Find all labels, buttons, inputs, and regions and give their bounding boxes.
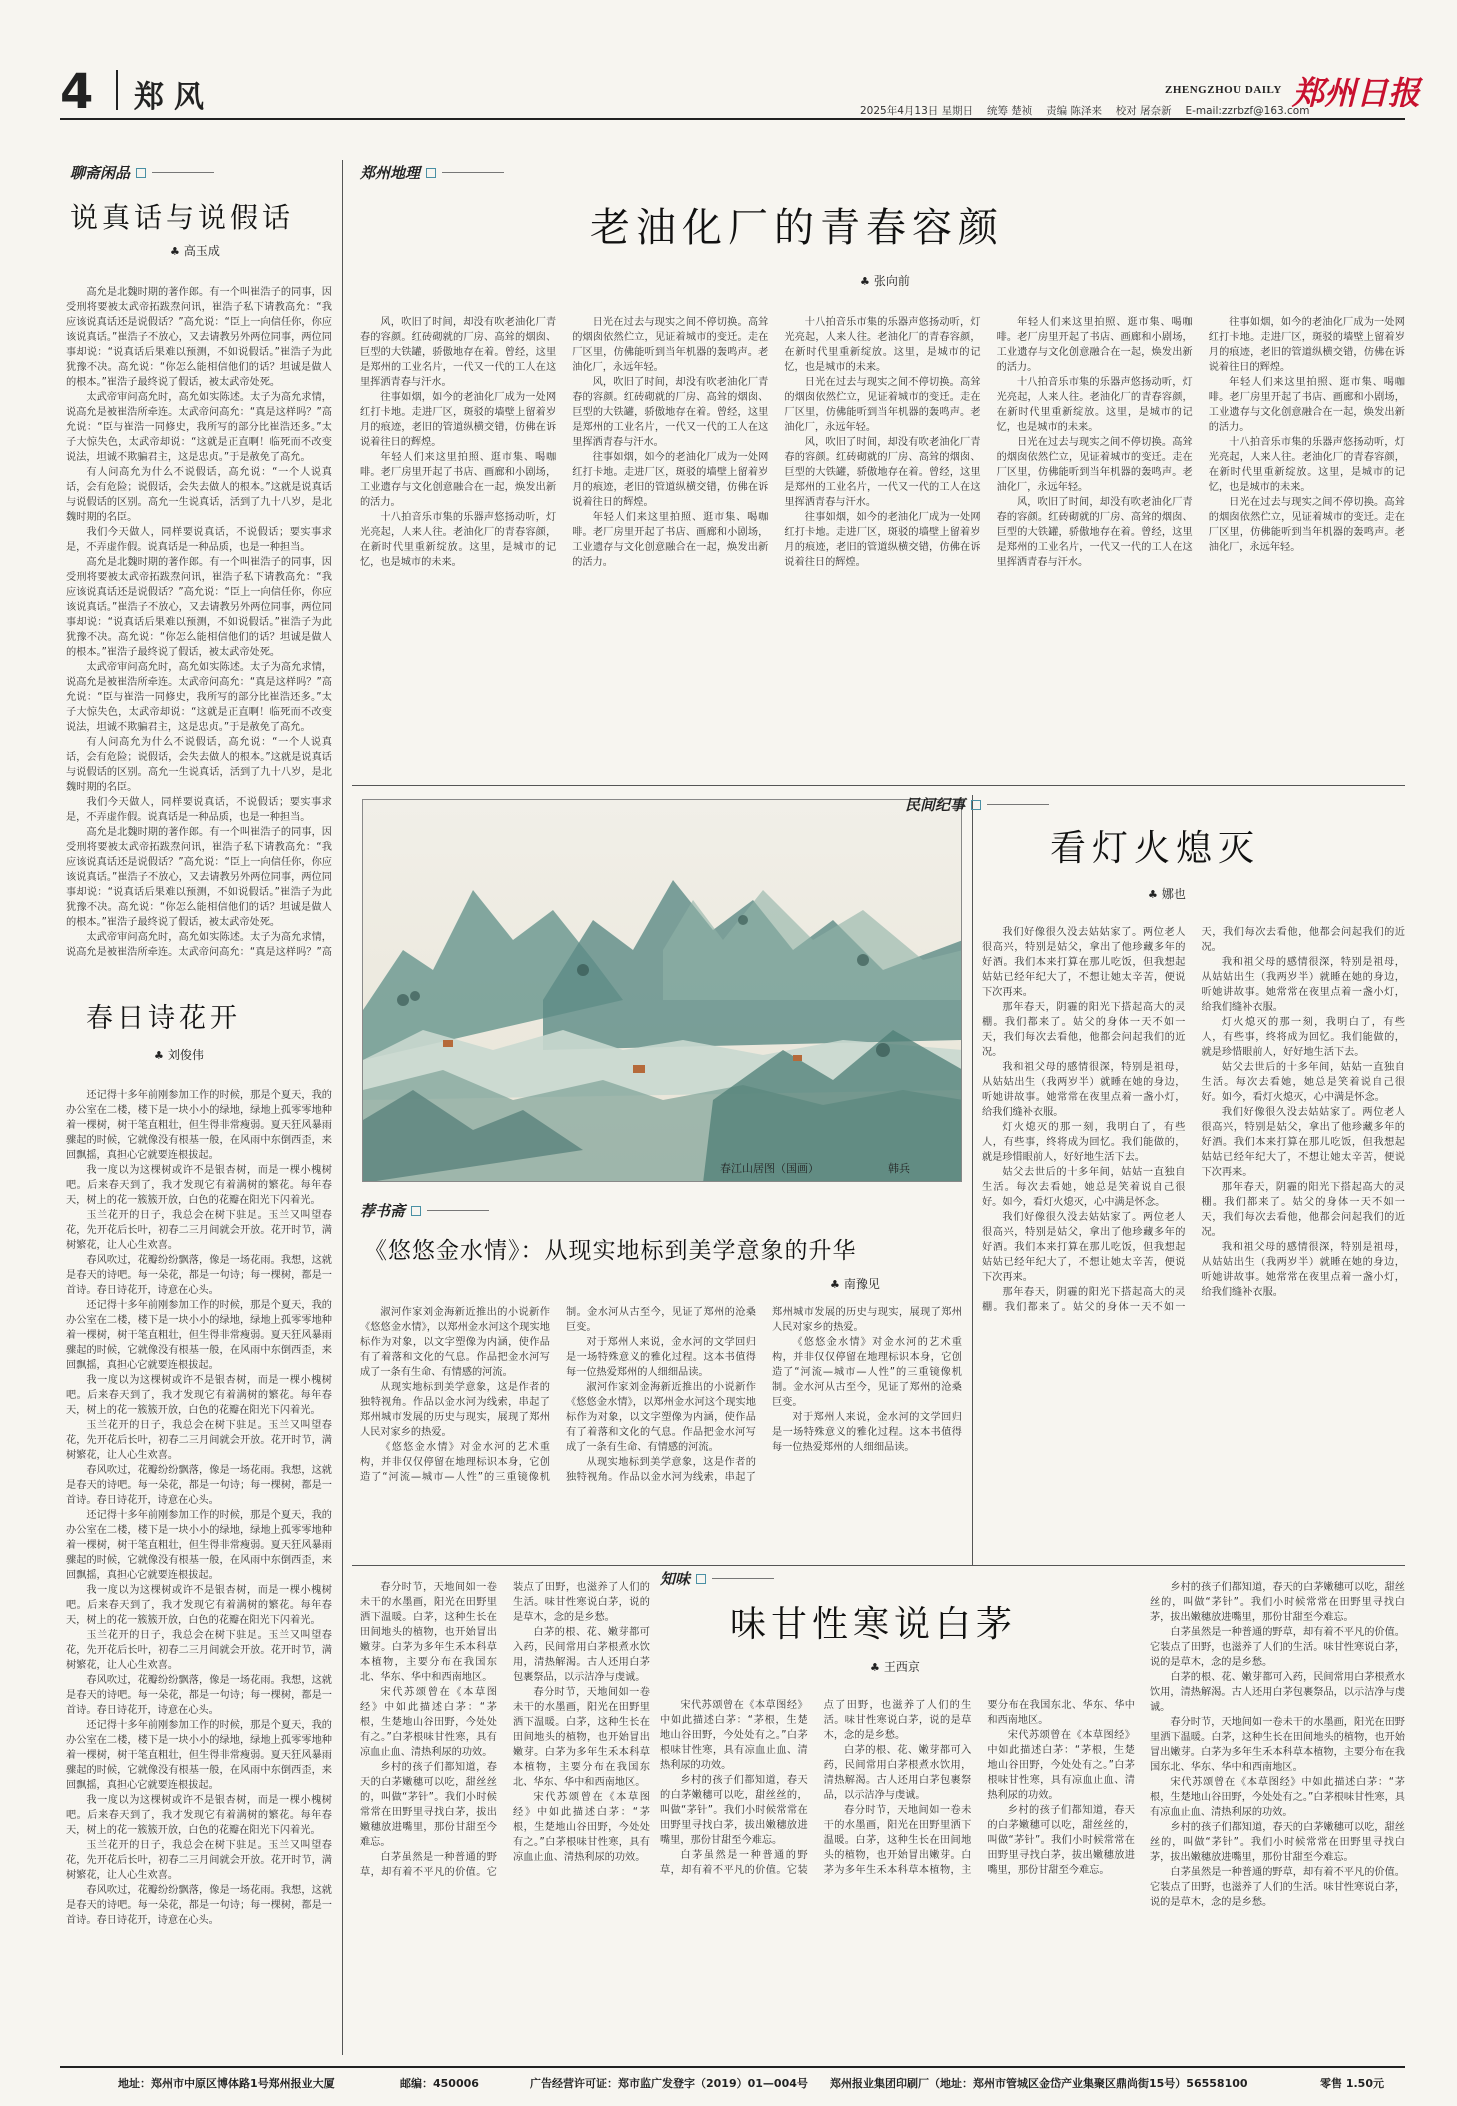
article-title-weigan: 味甘性寒说白茅 <box>730 1604 1018 1645</box>
painting-image <box>362 799 962 1182</box>
article-body-weigan-right: 乡村的孩子们都知道，春天的白茅嫩穗可以吃，甜丝丝的，叫做“茅针”。我们小时候常常在田野里寻找白茅，拔出嫩穗放进嘴里，那份甘甜至今难忘。 白茅虽然是一种普通的野草，却有着不平凡的价值。它装点了田野，也滋养了人们的生活。味甘性寒说白茅，说的是草木，念的是乡愁。 白茅的根、花、嫩芽都可入药，民间常用白茅根煮水饮用，清热解渴。古人还用白茅包裹祭品，以示洁净与虔诚。 春分时节，天地间如一卷未干的水墨画，阳光在田野里洒下温暖。白茅，这种生长在田间地头的植物，也开始冒出嫩芽。白茅为多年生禾本科草本植物，主要分布在我国东北、华东、华中和西南地区。 宋代苏颂曾在《本草图经》中如此描述白茅：“茅根，生楚地山谷田野，今处处有之。”白茅根味甘性寒，具有凉血止血、清热利尿的功效。 乡村的孩子们都知道，春天的白茅嫩穗可以吃，甜丝丝的，叫做“茅针”。我们小时候常常在田野里寻找白茅，拔出嫩穗放进嘴里，那份甘甜至今难忘。 白茅虽然是一种普通的野草，却有着不平凡的价值。它装点了田野，也滋养了人们的生活。味甘性寒说白茅，说的是草木，念的是乡愁。 <box>1150 1582 1405 1908</box>
paper-name-en: ZHENGZHOU DAILY <box>1165 84 1282 96</box>
painting-artist: 韩兵 <box>888 1162 910 1175</box>
article-body-shuozhen: 高允是北魏时期的著作郎。有一个叫崔浩子的同事，因受刑将要被太武帝拓跋焘问讯，崔浩子私下请教高允：“我应该说真话还是说假话？”高允说：“臣上一向信任你，你应该说真话。”崔浩子不放心，又去请教另外两位同事，两位同事却说：“说真话后果难以预测，不如说假话。”崔浩子为此犹豫不决。高允说：“你怎么能相信他们的话？坦诚是做人的根本。”崔浩子最终说了假话，被太武帝处死。 太武帝审问高允时，高允如实陈述。太子为高允求情，说高允是被崔浩所牵连。太武帝问高允：“真是这样吗？”高允说：“臣与崔浩一同修史，我所写的部分比崔浩还多。”太子大惊失色，太武帝却说：“这就是正直啊！临死而不改变说法，坦诚不欺骗君主，这是忠贞。”于是赦免了高允。 有人问高允为什么不说假话，高允说：“一个人说真话，会有危险；说假话，会失去做人的根本。”这就是说真话与说假话的区别。高允一生说真话，活到了九十八岁，是北魏时期的名臣。 我们今天做人，同样要说真话，不说假话；要实事求是，不弄虚作假。说真话是一种品质，也是一种担当。 高允是北魏时期的著作郎。有一个叫崔浩子的同事，因受刑将要被太武帝拓跋焘问讯，崔浩子私下请教高允：“我应该说真话还是说假话？”高允说：“臣上一向信任你，你应该说真话。”崔浩子不放心，又去请教另外两位同事，两位同事却说：“说真话后果难以预测，不如说假话。”崔浩子为此犹豫不决。高允说：“你怎么能相信他们的话？坦诚是做人的根本。”崔浩子最终说了假话，被太武帝处死。 太武帝审问高允时，高允如实陈述。太子为高允求情，说高允是被崔浩所牵连。太武帝问高允：“真是这样吗？”高允说：“臣与崔浩一同修史，我所写的部分比崔浩还多。”太子大惊失色，太武帝却说：“这就是正直啊！临死而不改变说法，坦诚不欺骗君主，这是忠贞。”于是赦免了高允。 有人问高允为什么不说假话，高允说：“一个人说真话，会有危险；说假话，会失去做人的根本。”这就是说真话与说假话的区别。高允一生说真话，活到了九十八岁，是北魏时期的名臣。 我们今天做人，同样要说真话，不说假话；要实事求是，不弄虚作假。说真话是一种品质，也是一种担当。 高允是北魏时期的著作郎。有一个叫崔浩子的同事，因受刑将要被太武帝拓跋焘问讯，崔浩子私下请教高允：“我应该说真话还是说假话？”高允说：“臣上一向信任你，你应该说真话。”崔浩子不放心，又去请教另外两位同事，两位同事却说：“说真话后果难以预测，不如说假话。”崔浩子为此犹豫不决。高允说：“你怎么能相信他们的话？坦诚是做人的根本。”崔浩子最终说了假话，被太武帝处死。 太武帝审问高允时，高允如实陈述。太子为高允求情，说高允是被崔浩所牵连。太武帝问高允：“真是这样吗？”高 <box>66 287 332 958</box>
byline-chunri: ♣ 刘俊伟 <box>154 1046 204 1063</box>
byline-youyou: ♣ 南豫见 <box>830 1275 880 1292</box>
column-tag-zhiwei: 知味 <box>660 1568 774 1589</box>
header-divider <box>116 70 118 110</box>
article-title-laoyou: 老油化厂的青春容颜 <box>590 205 1004 251</box>
article-body-chunri: 还记得十多年前刚参加工作的时候，那是个夏天，我的办公室在二楼，楼下是一块小小的绿地，绿地上孤零零地种着一棵树，树干笔直粗壮，但生得非常瘦弱。夏天狂风暴雨骤起的时候，它就像没有根基一般，在风雨中东倒西歪，来回飘摇，真担心它就要连根拔起。 我一度以为这棵树或许不是银杏树，而是一棵小槐树吧。后来春天到了，我才发现它有着满树的繁花。每年春天，树上的花一簇簇开放，白色的花瓣在阳光下闪着光。 玉兰花开的日子，我总会在树下驻足。玉兰又叫望春花，先开花后长叶，初春二三月间就会开放。花开时节，满树繁花，让人心生欢喜。 春风吹过，花瓣纷纷飘落，像是一场花雨。我想，这就是春天的诗吧。每一朵花，都是一句诗；每一棵树，都是一首诗。春日诗花开，诗意在心头。 还记得十多年前刚参加工作的时候，那是个夏天，我的办公室在二楼，楼下是一块小小的绿地，绿地上孤零零地种着一棵树，树干笔直粗壮，但生得非常瘦弱。夏天狂风暴雨骤起的时候，它就像没有根基一般，在风雨中东倒西歪，来回飘摇，真担心它就要连根拔起。 我一度以为这棵树或许不是银杏树，而是一棵小槐树吧。后来春天到了，我才发现它有着满树的繁花。每年春天，树上的花一簇簇开放，白色的花瓣在阳光下闪着光。 玉兰花开的日子，我总会在树下驻足。玉兰又叫望春花，先开花后长叶，初春二三月间就会开放。花开时节，满树繁花，让人心生欢喜。 春风吹过，花瓣纷纷飘落，像是一场花雨。我想，这就是春天的诗吧。每一朵花，都是一句诗；每一棵树，都是一首诗。春日诗花开，诗意在心头。 还记得十多年前刚参加工作的时候，那是个夏天，我的办公室在二楼，楼下是一块小小的绿地，绿地上孤零零地种着一棵树，树干笔直粗壮，但生得非常瘦弱。夏天狂风暴雨骤起的时候，它就像没有根基一般，在风雨中东倒西歪，来回飘摇，真担心它就要连根拔起。 我一度以为这棵树或许不是银杏树，而是一棵小槐树吧。后来春天到了，我才发现它有着满树的繁花。每年春天，树上的花一簇簇开放，白色的花瓣在阳光下闪着光。 玉兰花开的日子，我总会在树下驻足。玉兰又叫望春花，先开花后长叶，初春二三月间就会开放。花开时节，满树繁花，让人心生欢喜。 春风吹过，花瓣纷纷飘落，像是一场花雨。我想，这就是春天的诗吧。每一朵花，都是一句诗；每一棵树，都是一首诗。春日诗花开，诗意在心头。 还记得十多年前刚参加工作的时候，那是个夏天，我的办公室在二楼，楼下是一块小小的绿地，绿地上孤零零地种着一棵树，树干笔直粗壮，但生得非常瘦弱。夏天狂风暴雨骤起的时候，它就像没有根基一般，在风雨中东倒西歪，来回飘摇，真担心它就要连根拔起。 我一度以为这棵树或许不是银杏树，而是一棵小槐树吧。后来春天到了，我才发现它有着满树的繁花。每年春天，树上的花一簇簇开放，白色的花瓣在阳光下闪着光。 玉兰花开的日子，我总会在树下驻足。玉兰又叫望春花，先开花后长叶，初春二三月间就会开放。花开时节，满树繁花，让人心生欢喜。 春风吹过，花瓣纷纷飘落，像是一场花雨。我想，这就是春天的诗吧。每一朵花，都是一句诗；每一棵树，都是一首诗。春日诗花开，诗意在心头。 <box>66 1090 332 1926</box>
middle-right-divider <box>972 795 973 1565</box>
section-divider-2 <box>352 1565 1405 1566</box>
footer-price: 零售 1.50元 <box>1320 2077 1384 2090</box>
article-body-youyou: 淑河作家刘金海新近推出的小说新作《悠悠金水情》，以郑州金水河这个现实地标作为对象，以文字塑像为内涵，使作品有了着落和文化的气息。作品把金水河写成了一条有生命、有情感的河流。 从现实地标到美学意象，这是作者的独特视角。作品以金水河为线索，串起了郑州城市发展的历史与现实，展现了郑州人民对家乡的热爱。 《悠悠金水情》对金水河的艺术重构，并非仅仅停留在地理标识本身，它创造了“河流—城市—人性”的三重镜像机制。金水河从古至今，见证了郑州的沧桑巨变。 对于郑州人来说，金水河的文学回归是一场特殊意义的雅化过程。这本书值得每一位热爱郑州的人细细品读。 淑河作家刘金海新近推出的小说新作《悠悠金水情》，以郑州金水河这个现实地标作为对象，以文字塑像为内涵，使作品有了着落和文化的气息。作品把金水河写成了一条有生命、有情感的河流。 从现实地标到美学意象，这是作者的独特视角。作品以金水河为线索，串起了郑州城市发展的历史与现实，展现了郑州人民对家乡的热爱。 《悠悠金水情》对金水河的艺术重构，并非仅仅停留在地理标识本身，它创造了“河流—城市—人性”的三重镜像机制。金水河从古至今，见证了郑州的沧桑巨变。 对于郑州人来说，金水河的文学回归是一场特殊意义的雅化过程。这本书值得每一位热爱郑州的人细细品读。 <box>360 1307 962 1483</box>
issue-meta: 2025年4月13日 星期日 统筹 楚祯 责编 陈泽来 校对 屠奈新 E-mail:zzrbzf@163.com <box>860 105 1310 117</box>
footer-printer: 郑州报业集团印刷厂（地址：郑州市管城区金岱产业集聚区鼎尚街15号）56558100 <box>830 2077 1248 2090</box>
column-tag-jianshuzhai: 荐书斋 <box>360 1200 489 1221</box>
paper-logo: 郑州日报 <box>1292 74 1421 112</box>
article-title-youyou: 《悠悠金水情》：从现实地标到美学意象的升华 <box>364 1238 857 1264</box>
byline-shuozhen: ♣ 高玉成 <box>170 242 220 259</box>
byline-laoyou: ♣ 张向前 <box>860 272 910 289</box>
page-number: 4 <box>60 64 94 120</box>
article-title-chunri: 春日诗花开 <box>86 1003 241 1034</box>
footer-postcode: 邮编：450006 <box>400 2077 479 2090</box>
column-tag-liaozhai: 聊斋闲品 <box>70 162 214 183</box>
article-body-weigan-left: 春分时节，天地间如一卷未干的水墨画，阳光在田野里洒下温暖。白茅，这种生长在田间地头的植物，也开始冒出嫩芽。白茅为多年生禾本科草本植物，主要分布在我国东北、华东、华中和西南地区。 宋代苏颂曾在《本草图经》中如此描述白茅：“茅根，生楚地山谷田野，今处处有之。”白茅根味甘性寒，具有凉血止血、清热利尿的功效。 乡村的孩子们都知道，春天的白茅嫩穗可以吃，甜丝丝的，叫做“茅针”。我们小时候常常在田野里寻找白茅，拔出嫩穗放进嘴里，那份甘甜至今难忘。 白茅虽然是一种普通的野草，却有着不平凡的价值。它装点了田野，也滋养了人们的生活。味甘性寒说白茅，说的是草木，念的是乡愁。 白茅的根、花、嫩芽都可入药，民间常用白茅根煮水饮用，清热解渴。古人还用白茅包裹祭品，以示洁净与虔诚。 春分时节，天地间如一卷未干的水墨画，阳光在田野里洒下温暖。白茅，这种生长在田间地头的植物，也开始冒出嫩芽。白茅为多年生禾本科草本植物，主要分布在我国东北、华东、华中和西南地区。 宋代苏颂曾在《本草图经》中如此描述白茅：“茅根，生楚地山谷田野，今处处有之。”白茅根味甘性寒，具有凉血止血、清热利尿的功效。 <box>360 1582 650 1878</box>
left-column-divider <box>342 160 343 2055</box>
article-body-kandeng: 我们好像很久没去姑姑家了。两位老人很高兴，特别是姑父，拿出了他珍藏多年的好酒。我们本来打算在那儿吃饭，但我想起姑姑已经年纪大了，不想让她太辛苦，便说下次再来。 那年春天，阴霾的阳光下搭起高大的灵棚。我们都来了。姑父的身体一天不如一天，我们每次去看他，他都会问起我们的近况。 我和祖父母的感情很深，特别是祖母，从姑姑出生（我两岁半）就睡在她的身边，听她讲故事。她常常在夜里点着一盏小灯，给我们缝补衣服。 灯火熄灭的那一刻，我明白了，有些人，有些事，终将成为回忆。我们能做的，就是珍惜眼前人，好好地生活下去。 姑父去世后的十多年间，姑姑一直独自生活。每次去看她，她总是笑着说自己很好。如今，看灯火熄灭，心中满是怀念。 我们好像很久没去姑姑家了。两位老人很高兴，特别是姑父，拿出了他珍藏多年的好酒。我们本来打算在那儿吃饭，但我想起姑姑已经年纪大了，不想让她太辛苦，便说下次再来。 那年春天，阴霾的阳光下搭起高大的灵棚。我们都来了。姑父的身体一天不如一天，我们每次去看他，他都会问起我们的近况。 我和祖父母的感情很深，特别是祖母，从姑姑出生（我两岁半）就睡在她的身边，听她讲故事。她常常在夜里点着一盏小灯，给我们缝补衣服。 灯火熄灭的那一刻，我明白了，有些人，有些事，终将成为回忆。我们能做的，就是珍惜眼前人，好好地生活下去。 姑父去世后的十多年间，姑姑一直独自生活。每次去看她，她总是笑着说自己很好。如今，看灯火熄灭，心中满是怀念。 我们好像很久没去姑姑家了。两位老人很高兴，特别是姑父，拿出了他珍藏多年的好酒。我们本来打算在那儿吃饭，但我想起姑姑已经年纪大了，不想让她太辛苦，便说下次再来。 那年春天，阴霾的阳光下搭起高大的灵棚。我们都来了。姑父的身体一天不如一天，我们每次去看他，他都会问起我们的近况。 我和祖父母的感情很深，特别是祖母，从姑姑出生（我两岁半）就睡在她的身边，听她讲故事。她常常在夜里点着一盏小灯，给我们缝补衣服。 <box>982 927 1405 1313</box>
footer-address: 地址：郑州市中原区博体路1号郑州报业大厦 <box>118 2077 335 2090</box>
byline-kandeng: ♣ 娜也 <box>1148 885 1186 902</box>
article-body-weigan-mid: 宋代苏颂曾在《本草图经》中如此描述白茅：“茅根，生楚地山谷田野，今处处有之。”白茅根味甘性寒，具有凉血止血、清热利尿的功效。 乡村的孩子们都知道，春天的白茅嫩穗可以吃，甜丝丝的，叫做“茅针”。我们小时候常常在田野里寻找白茅，拔出嫩穗放进嘴里，那份甘甜至今难忘。 白茅虽然是一种普通的野草，却有着不平凡的价值。它装点了田野，也滋养了人们的生活。味甘性寒说白茅，说的是草木，念的是乡愁。 白茅的根、花、嫩芽都可入药，民间常用白茅根煮水饮用，清热解渴。古人还用白茅包裹祭品，以示洁净与虔诚。 春分时节，天地间如一卷未干的水墨画，阳光在田野里洒下温暖。白茅，这种生长在田间地头的植物，也开始冒出嫩芽。白茅为多年生禾本科草本植物，主要分布在我国东北、华东、华中和西南地区。 宋代苏颂曾在《本草图经》中如此描述白茅：“茅根，生楚地山谷田野，今处处有之。”白茅根味甘性寒，具有凉血止血、清热利尿的功效。 乡村的孩子们都知道，春天的白茅嫩穗可以吃，甜丝丝的，叫做“茅针”。我们小时候常常在田野里寻找白茅，拔出嫩穗放进嘴里，那份甘甜至今难忘。 <box>660 1700 1135 1876</box>
footer-license: 广告经营许可证：郑市监广发登字（2019）01—004号 <box>530 2077 808 2090</box>
section-divider-1 <box>352 785 1405 786</box>
column-tag-zhengzhou-dili: 郑州地理 <box>360 162 504 183</box>
article-title-shuozhen: 说真话与说假话 <box>70 201 295 234</box>
landscape-painting <box>363 800 962 1182</box>
byline-weigan: ♣ 王西京 <box>870 1658 920 1675</box>
painting-caption: 春江山居图（国画） <box>720 1162 819 1175</box>
column-tag-minjian-jishi: 民间纪事 <box>905 794 1049 815</box>
article-title-kandeng: 看灯火熄灭 <box>1050 828 1261 869</box>
section-name: 郑风 <box>134 80 214 115</box>
page-footer <box>60 2066 1405 2096</box>
article-body-laoyou: 风，吹旧了时间，却没有吹老油化厂青春的容颜。红砖砌就的厂房、高耸的烟囱、巨型的大铁罐，骄傲地存在着。曾经，这里是郑州的工业名片，一代又一代的工人在这里挥洒青春与汗水。 往事如烟，如今的老油化厂成为一处网红打卡地。走进厂区，斑驳的墙壁上留着岁月的痕迹，老旧的管道纵横交错，仿佛在诉说着往日的辉煌。 年轻人们来这里拍照、逛市集、喝咖啡。老厂房里开起了书店、画廊和小剧场，工业遗存与文化创意融合在一起，焕发出新的活力。 十八拍音乐市集的乐器声悠扬动听，灯光亮起，人来人往。老油化厂的青春容颜，在新时代里重新绽放。这里，是城市的记忆，也是城市的未来。 日光在过去与现实之间不停切换。高耸的烟囱依然伫立，见证着城市的变迁。走在厂区里，仿佛能听到当年机器的轰鸣声。老油化厂，永远年轻。 风，吹旧了时间，却没有吹老油化厂青春的容颜。红砖砌就的厂房、高耸的烟囱、巨型的大铁罐，骄傲地存在着。曾经，这里是郑州的工业名片，一代又一代的工人在这里挥洒青春与汗水。 往事如烟，如今的老油化厂成为一处网红打卡地。走进厂区，斑驳的墙壁上留着岁月的痕迹，老旧的管道纵横交错，仿佛在诉说着往日的辉煌。 年轻人们来这里拍照、逛市集、喝咖啡。老厂房里开起了书店、画廊和小剧场，工业遗存与文化创意融合在一起，焕发出新的活力。 十八拍音乐市集的乐器声悠扬动听，灯光亮起，人来人往。老油化厂的青春容颜，在新时代里重新绽放。这里，是城市的记忆，也是城市的未来。 日光在过去与现实之间不停切换。高耸的烟囱依然伫立，见证着城市的变迁。走在厂区里，仿佛能听到当年机器的轰鸣声。老油化厂，永远年轻。 风，吹旧了时间，却没有吹老油化厂青春的容颜。红砖砌就的厂房、高耸的烟囱、巨型的大铁罐，骄傲地存在着。曾经，这里是郑州的工业名片，一代又一代的工人在这里挥洒青春与汗水。 往事如烟，如今的老油化厂成为一处网红打卡地。走进厂区，斑驳的墙壁上留着岁月的痕迹，老旧的管道纵横交错，仿佛在诉说着往日的辉煌。 年轻人们来这里拍照、逛市集、喝咖啡。老厂房里开起了书店、画廊和小剧场，工业遗存与文化创意融合在一起，焕发出新的活力。 十八拍音乐市集的乐器声悠扬动听，灯光亮起，人来人往。老油化厂的青春容颜，在新时代里重新绽放。这里，是城市的记忆，也是城市的未来。 日光在过去与现实之间不停切换。高耸的烟囱依然伫立，见证着城市的变迁。走在厂区里，仿佛能听到当年机器的轰鸣声。老油化厂，永远年轻。 风，吹旧了时间，却没有吹老油化厂青春的容颜。红砖砌就的厂房、高耸的烟囱、巨型的大铁罐，骄傲地存在着。曾经，这里是郑州的工业名片，一代又一代的工人在这里挥洒青春与汗水。 往事如烟，如今的老油化厂成为一处网红打卡地。走进厂区，斑驳的墙壁上留着岁月的痕迹，老旧的管道纵横交错，仿佛在诉说着往日的辉煌。 年轻人们来这里拍照、逛市集、喝咖啡。老厂房里开起了书店、画廊和小剧场，工业遗存与文化创意融合在一起，焕发出新的活力。 十八拍音乐市集的乐器声悠扬动听，灯光亮起，人来人往。老油化厂的青春容颜，在新时代里重新绽放。这里，是城市的记忆，也是城市的未来。 日光在过去与现实之间不停切换。高耸的烟囱依然伫立，见证着城市的变迁。走在厂区里，仿佛能听到当年机器的轰鸣声。老油化厂，永远年轻。 <box>360 317 1405 568</box>
